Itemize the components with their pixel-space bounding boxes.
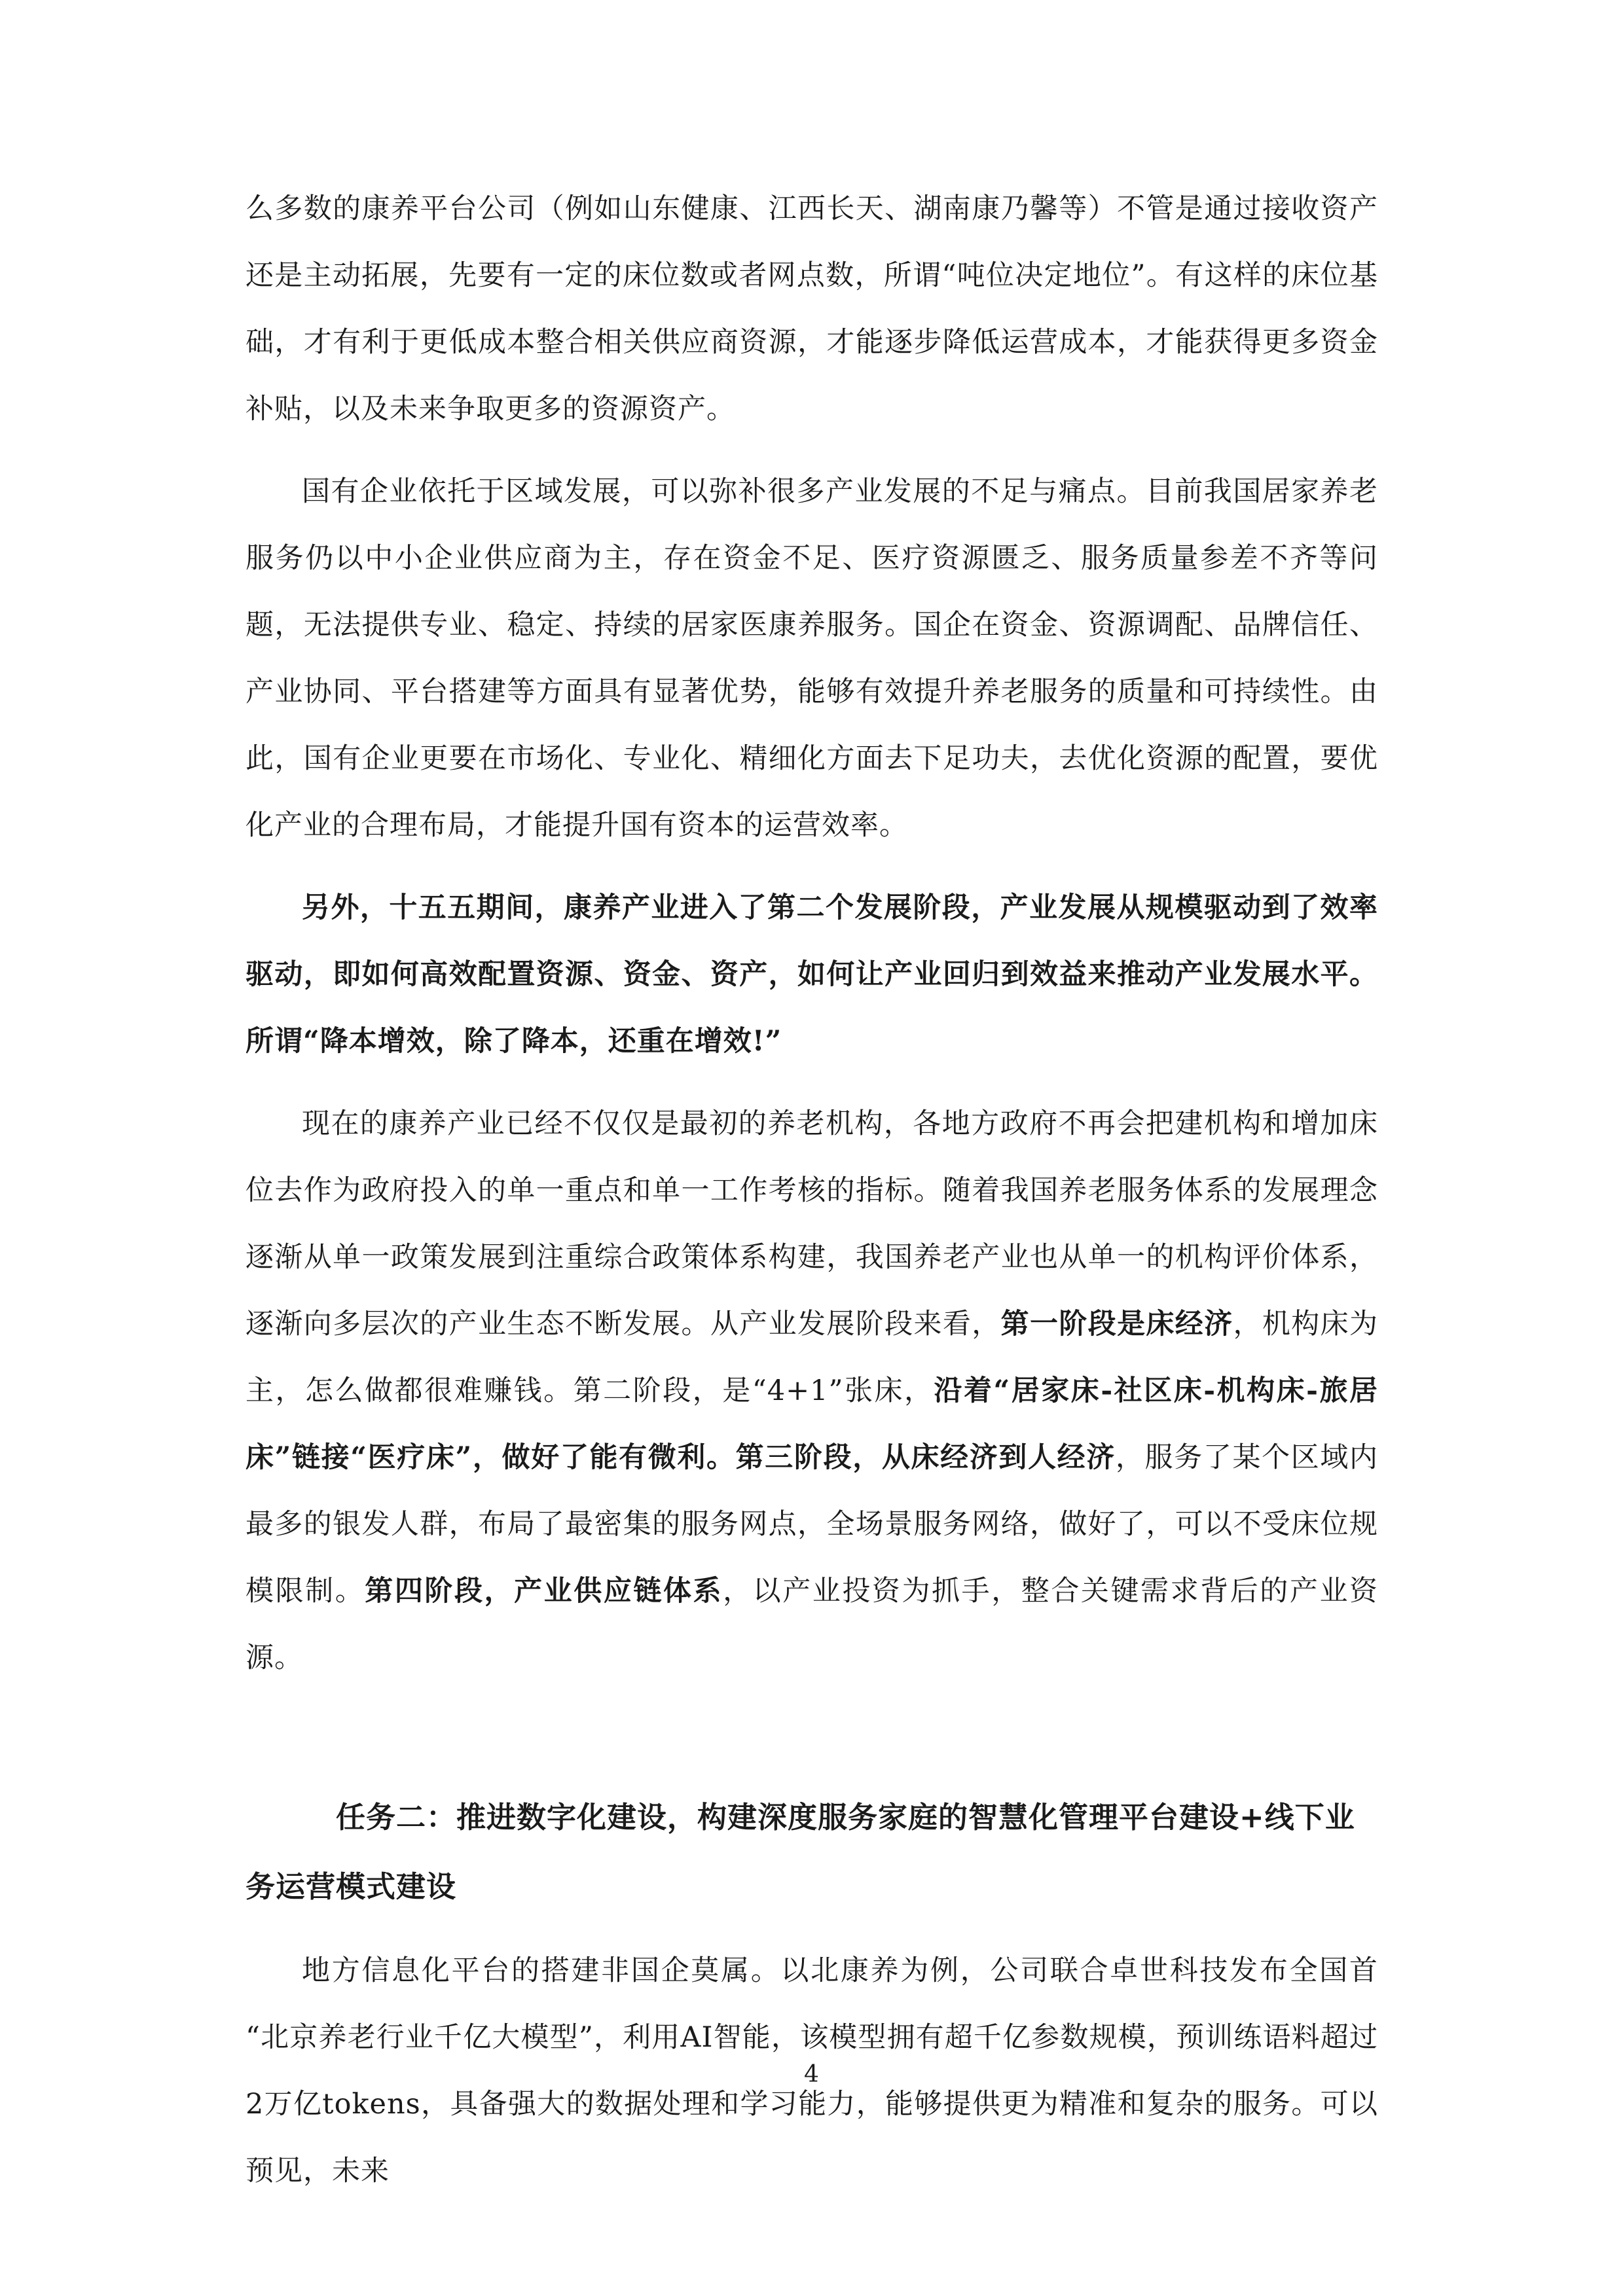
section-heading: 任务二：推进数字化建设，构建深度服务家庭的智慧化管理平台建设+线下业务运营模式建设 xyxy=(246,1800,1355,1904)
paragraph-gap xyxy=(246,859,1378,874)
document-body xyxy=(246,175,1378,2204)
paragraph-4-seg-3: ，机构床为主，怎么做都很难赚钱。第二阶段，是“4+1”张床， xyxy=(246,1308,1379,1407)
paragraph-5-text: 地方信息化平台的搭建非国企莫属。以北康养为例，公司联合卓世科技发布全国首 “北京养老行业千亿大模型”，利用AI智能，该模型拥有超千亿参数规模，预训练语料超过2万亿tokens，具备强大的数据处理和学习能力，能够提供更为精准和复杂的服务。可以预见，未来 xyxy=(246,1954,1378,2187)
paragraph-gap xyxy=(246,1075,1378,1090)
paragraph-4-seg-1: 现在的康养产业已经不仅仅是最初的养老机构，各地方政府不再会把建机构和增加床位去作为政府投入的单一重点和单一工作考核的指标。随着我国养老服务体系的发展理念逐渐从单一政策发展到注重综合政策体系构建，我国养老产业也从单一的机构评价体系，逐渐向多层次的产业生态不断发展。从产业发展阶段来看， xyxy=(246,1107,1378,1340)
paragraph-4-seg-6: ，服务了某个区域内最多的银发人群，布局了最密集的服务网点，全场景服务网络，做好了，可以不受床位规模限制。 xyxy=(246,1441,1379,1607)
paragraph-2-text: 国有企业依托于区域发展，可以弥补很多产业发展的不足与痛点。目前我国居家养老服务仍以中小企业供应商为主，存在资金不足、医疗资源匮乏、服务质量参差不齐等问题，无法提供专业、稳定、持续的居家医康养服务。国企在资金、资源调配、品牌信任、产业协同、平台搭建等方面具有显著优势，能够有效提升养老服务的质量和可持续性。由此，国有企业更要在市场化、专业化、精细化方面去下足功夫，去优化资源的配置，要优化产业的合理布局，才能提升国有资本的运营效率。 xyxy=(246,475,1378,842)
paragraph-4-seg-5-bold: 第三阶段，从床经济到人经济 xyxy=(735,1441,1116,1474)
paragraph-4-seg-7-bold: 第四阶段，产业供应链体系 xyxy=(365,1575,723,1607)
paragraph-4-seg-4-bold: 沿着“居家床-社区床-机构床-旅居床”链接“医疗床”，做好了能有微利。 xyxy=(246,1374,1378,1474)
paragraph-2 xyxy=(246,458,1378,859)
section-gap xyxy=(246,1691,1378,1783)
paragraph-3-text: 另外，十五五期间，康养产业进入了第二个发展阶段，产业发展从规模驱动到了效率驱动，即如何高效配置资源、资金、资产，如何让产业回归到效益来推动产业发展水平。所谓“降本增效，除了降本，还重在增效!” xyxy=(246,891,1378,1058)
paragraph-1-text: 么多数的康养平台公司（例如山东健康、江西长天、湖南康乃馨等）不管是通过接收资产还是主动拓展，先要有一定的床位数或者网点数，所谓“吨位决定地位”。有这样的床位基础，才有利于更低成本整合相关供应商资源，才能逐步降低运营成本，才能获得更多资金补贴，以及未来争取更多的资源资产。 xyxy=(246,192,1378,425)
paragraph-1 xyxy=(246,175,1378,442)
paragraph-4-seg-2-bold: 第一阶段是床经济 xyxy=(1000,1308,1233,1340)
page-number: 4 xyxy=(804,2061,819,2088)
paragraph-gap xyxy=(246,1922,1378,1937)
paragraph-4-seg-8: ，以产业投资为抓手，整合关键需求背后的产业资源。 xyxy=(246,1575,1379,1674)
paragraph-4 xyxy=(246,1090,1378,1691)
paragraph-3-bold xyxy=(246,874,1378,1075)
paragraph-gap xyxy=(246,442,1378,458)
